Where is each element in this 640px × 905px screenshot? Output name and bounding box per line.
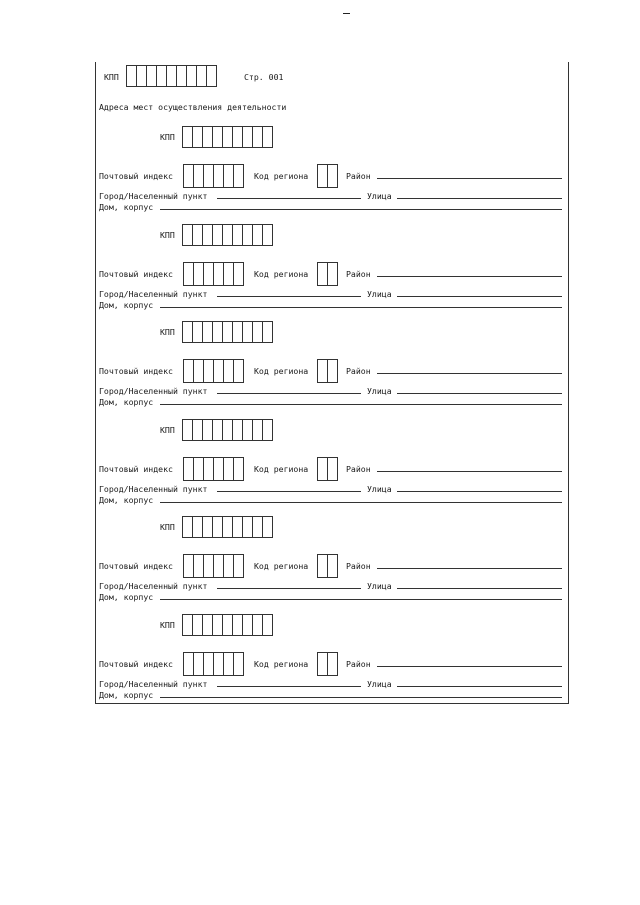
district-field[interactable] bbox=[377, 568, 562, 569]
postal-index-label: Почтовый индекс bbox=[99, 171, 173, 181]
region-code-cells[interactable] bbox=[317, 164, 338, 188]
kpp-cells[interactable] bbox=[182, 224, 273, 246]
street-field[interactable] bbox=[397, 588, 562, 589]
kpp-label: КПП bbox=[160, 230, 175, 240]
postal-index-label: Почтовый индекс bbox=[99, 659, 173, 669]
district-label: Район bbox=[346, 269, 371, 279]
postal-index-cells[interactable] bbox=[183, 262, 244, 286]
kpp-cells[interactable] bbox=[182, 126, 273, 148]
district-label: Район bbox=[346, 561, 371, 571]
street-field[interactable] bbox=[397, 686, 562, 687]
postal-index-label: Почтовый индекс bbox=[99, 366, 173, 376]
city-label: Город/Населенный пункт bbox=[99, 679, 208, 689]
region-code-label: Код региона bbox=[254, 171, 309, 181]
house-field[interactable] bbox=[160, 599, 562, 600]
district-label: Район bbox=[346, 659, 371, 669]
street-label: Улица bbox=[367, 581, 392, 591]
street-field[interactable] bbox=[397, 491, 562, 492]
house-field[interactable] bbox=[160, 307, 562, 308]
house-label: Дом, корпус bbox=[99, 592, 154, 602]
region-code-label: Код региона bbox=[254, 366, 309, 376]
district-field[interactable] bbox=[377, 276, 562, 277]
postal-index-label: Почтовый индекс bbox=[99, 464, 173, 474]
street-label: Улица bbox=[367, 386, 392, 396]
kpp-label: КПП bbox=[160, 425, 175, 435]
kpp-cells[interactable] bbox=[182, 614, 273, 636]
region-code-cells[interactable] bbox=[317, 262, 338, 286]
house-field[interactable] bbox=[160, 502, 562, 503]
street-field[interactable] bbox=[397, 393, 562, 394]
postal-index-cells[interactable] bbox=[183, 652, 244, 676]
city-field[interactable] bbox=[217, 296, 361, 297]
region-code-label: Код региона bbox=[254, 561, 309, 571]
street-field[interactable] bbox=[397, 198, 562, 199]
city-label: Город/Населенный пункт bbox=[99, 581, 208, 591]
house-field[interactable] bbox=[160, 404, 562, 405]
house-label: Дом, корпус bbox=[99, 690, 154, 700]
house-label: Дом, корпус bbox=[99, 202, 154, 212]
street-field[interactable] bbox=[397, 296, 562, 297]
city-label: Город/Населенный пункт bbox=[99, 484, 208, 494]
house-label: Дом, корпус bbox=[99, 397, 154, 407]
kpp-cells[interactable] bbox=[182, 516, 273, 538]
district-field[interactable] bbox=[377, 178, 562, 179]
city-field[interactable] bbox=[217, 198, 361, 199]
house-label: Дом, корпус bbox=[99, 495, 154, 505]
header-kpp-label: КПП bbox=[104, 72, 119, 82]
city-label: Город/Населенный пункт bbox=[99, 191, 208, 201]
district-label: Район bbox=[346, 171, 371, 181]
district-field[interactable] bbox=[377, 471, 562, 472]
form-frame bbox=[95, 62, 569, 704]
street-label: Улица bbox=[367, 484, 392, 494]
district-label: Район bbox=[346, 464, 371, 474]
kpp-cells[interactable] bbox=[182, 321, 273, 343]
house-field[interactable] bbox=[160, 209, 562, 210]
section-title: Адреса мест осуществления деятельности bbox=[99, 102, 287, 112]
house-field[interactable] bbox=[160, 697, 562, 698]
kpp-label: КПП bbox=[160, 132, 175, 142]
region-code-label: Код региона bbox=[254, 269, 309, 279]
house-label: Дом, корпус bbox=[99, 300, 154, 310]
kpp-cells[interactable] bbox=[182, 419, 273, 441]
city-field[interactable] bbox=[217, 393, 361, 394]
postal-index-label: Почтовый индекс bbox=[99, 561, 173, 571]
postal-index-cells[interactable] bbox=[183, 554, 244, 578]
street-label: Улица bbox=[367, 679, 392, 689]
district-field[interactable] bbox=[377, 666, 562, 667]
region-code-cells[interactable] bbox=[317, 652, 338, 676]
city-field[interactable] bbox=[217, 491, 361, 492]
district-field[interactable] bbox=[377, 373, 562, 374]
district-label: Район bbox=[346, 366, 371, 376]
region-code-cells[interactable] bbox=[317, 359, 338, 383]
city-field[interactable] bbox=[217, 588, 361, 589]
region-code-cells[interactable] bbox=[317, 554, 338, 578]
postal-index-cells[interactable] bbox=[183, 359, 244, 383]
postal-index-cells[interactable] bbox=[183, 457, 244, 481]
street-label: Улица bbox=[367, 191, 392, 201]
city-field[interactable] bbox=[217, 686, 361, 687]
postal-index-cells[interactable] bbox=[183, 164, 244, 188]
kpp-label: КПП bbox=[160, 522, 175, 532]
postal-index-label: Почтовый индекс bbox=[99, 269, 173, 279]
city-label: Город/Населенный пункт bbox=[99, 386, 208, 396]
street-label: Улица bbox=[367, 289, 392, 299]
region-code-label: Код региона bbox=[254, 659, 309, 669]
page-number: Стр. 001 bbox=[244, 72, 284, 82]
kpp-label: КПП bbox=[160, 620, 175, 630]
city-label: Город/Населенный пункт bbox=[99, 289, 208, 299]
kpp-label: КПП bbox=[160, 327, 175, 337]
region-code-label: Код региона bbox=[254, 464, 309, 474]
region-code-cells[interactable] bbox=[317, 457, 338, 481]
